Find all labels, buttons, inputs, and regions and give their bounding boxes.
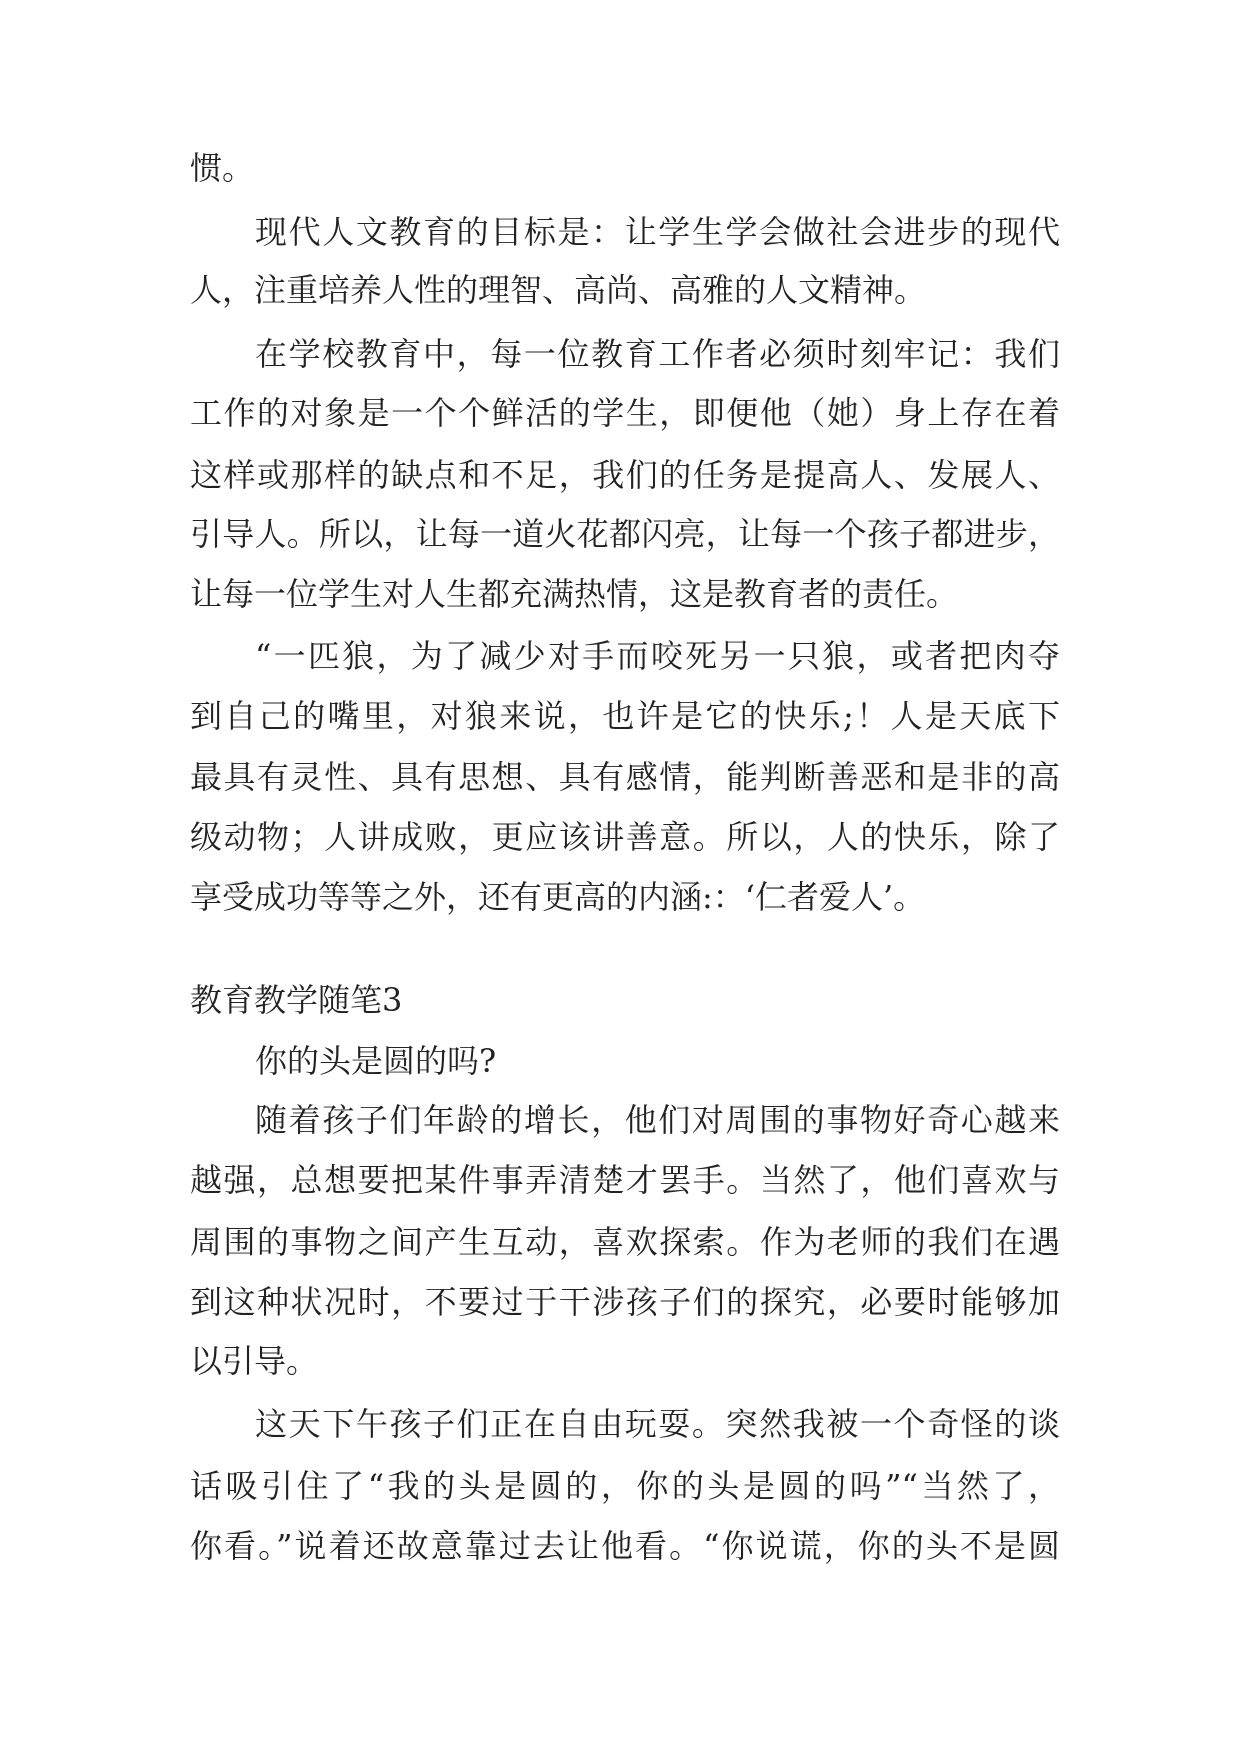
text-line: 惯。	[190, 149, 255, 187]
text-line: 到自己的嘴里，对狼来说，也许是它的快乐;！人是天底下	[190, 697, 1060, 735]
paragraph-first-line: 现代人文教育的目标是：让学生学会做社会进步的现代	[255, 213, 1060, 251]
text-line: 周围的事物之间产生互动，喜欢探索。作为老师的我们在遇	[190, 1223, 1060, 1261]
text-line: 你看。”说着还故意靠过去让他看。“你说谎，你的头不是圆	[190, 1527, 1060, 1565]
text-line: 这样或那样的缺点和不足，我们的任务是提高人、发展人、	[190, 456, 1060, 494]
text-line: 引导人。所以，让每一道火花都闪亮，让每一个孩子都进步，	[190, 515, 1060, 553]
text-line: 人，注重培养人性的理智、高尚、高雅的人文精神。	[190, 271, 927, 309]
text-line: 享受成功等等之外，还有更高的内涵:：‘仁者爱人’。	[190, 878, 926, 916]
paragraph-first-line: 在学校教育中，每一位教育工作者必须时刻牢记：我们	[255, 335, 1060, 373]
paragraph-first-line: 这天下午孩子们正在自由玩耍。突然我被一个奇怪的谈	[255, 1405, 1060, 1443]
text-line: 让每一位学生对人生都充满热情，这是教育者的责任。	[190, 575, 959, 613]
paragraph-first-line: “一匹狼，为了减少对手而咬死另一只狼，或者把肉夺	[255, 637, 1060, 675]
text-line: 工作的对象是一个个鲜活的学生，即便他（她）身上存在着	[190, 394, 1060, 432]
text-line: 级动物；人讲成败，更应该讲善意。所以，人的快乐，除了	[190, 818, 1060, 856]
paragraph-first-line: 随着孩子们年龄的增长，他们对周围的事物好奇心越来	[255, 1101, 1060, 1139]
text-line: 最具有灵性、具有思想、具有感情，能判断善恶和是非的高	[190, 758, 1060, 796]
text-line: 话吸引住了“我的头是圆的，你的头是圆的吗”“当然了，	[190, 1467, 1060, 1505]
section-heading: 教育教学随笔3	[190, 981, 403, 1019]
text-line: 越强，总想要把某件事弄清楚才罢手。当然了，他们喜欢与	[190, 1161, 1060, 1199]
text-line: 到这种状况时，不要过于干涉孩子们的探究，必要时能够加	[190, 1283, 1060, 1321]
article-title: 你的头是圆的吗?	[255, 1042, 497, 1080]
text-line: 以引导。	[190, 1342, 319, 1380]
